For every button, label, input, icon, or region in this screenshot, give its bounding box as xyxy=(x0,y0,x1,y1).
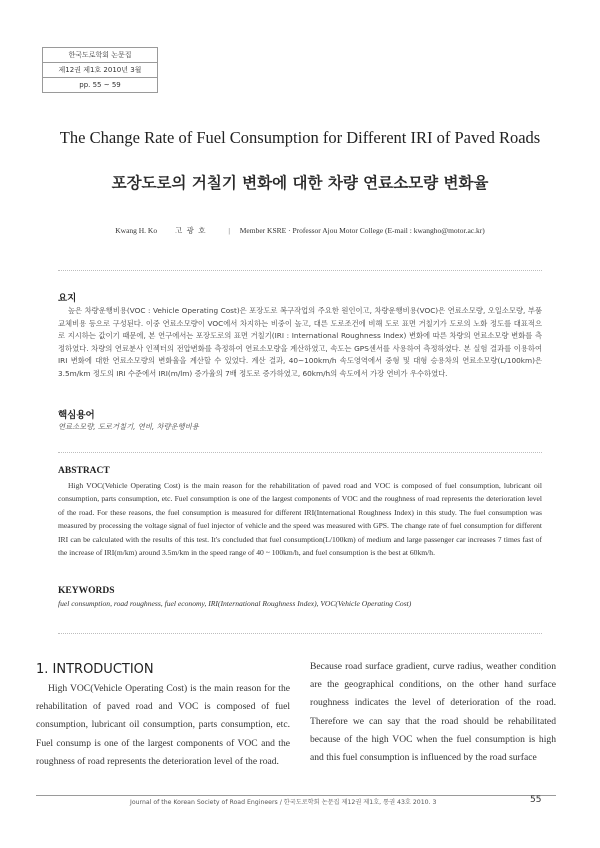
author-affiliation: Member KSRE · Professor Ajou Motor College (E-mail : kwangho@motor.ac.kr) xyxy=(239,226,485,235)
journal-name: 한국도로학회 논문집 xyxy=(43,48,157,63)
divider-bottom xyxy=(58,633,542,634)
page-number: 55 xyxy=(530,795,542,805)
keywords-ko-heading: 핵심용어 xyxy=(58,410,95,421)
abstract-en-heading: ABSTRACT xyxy=(58,466,110,476)
keywords-en-heading: KEYWORDS xyxy=(58,586,115,596)
divider-middle xyxy=(58,452,542,453)
introduction-left-column: High VOC(Vehicle Operating Cost) is the main reason for the rehabilitation of paved road and VOC is composed of fuel consumption, lubricant oil consumption, parts consumption, etc. Fuel consump is one of the largest components of VOC and the roughness of road represents the deterioration level of the road. xyxy=(36,683,290,767)
abstract-ko-heading: 요지 xyxy=(58,293,77,304)
journal-volume: 제12권 제1호 2010년 3월 xyxy=(43,63,157,78)
abstract-en-body: High VOC(Vehicle Operating Cost) is the main reason for the rehabilitation of paved road and VOC is composed of fuel consumption, lubricant oil consumption, parts consumption, etc. Fuel consumption is one of the largest components of VOC and the roughness of road represents the deterioration level of the road. For these reasons, the fuel consumption is measured for different IRI(International Roughness Index) in this study. The fuel consumption was measured by processing the voltage signal of fuel injector of vehicle and the speed was measured with GPS. The change rate of fuel consumption for different IRI can be calculated with the results of this test. It's concluded that fuel consumption(L/100km) of medium and large passenger car increases 7 times fast of the increase of IRI(m/km) around 3.5m/km in the speed range of 40 ~ 100km/h, and fuel consumption is the best at 60km/h. xyxy=(58,481,542,558)
author-name-korean: 고 광 호 xyxy=(174,226,207,235)
divider-top xyxy=(58,270,542,271)
journal-info-box xyxy=(42,47,158,93)
author-name-english: Kwang H. Ko xyxy=(115,226,158,235)
introduction-right-column: Because road surface gradient, curve radius, weather condition are the geographical conditions, on the other hand surface roughness indicates the level of deterioration of the road. Therefore we can say that the road should be rehabilitated because of the high VOC when the fuel consumption is high and this fuel consumption is influenced by the road surface xyxy=(310,661,556,764)
abstract-ko-body: 높은 차량운행비용(VOC : Vehicle Operating Cost)은 포장도로 복구작업의 주요한 원인이고, 차량운행비용(VOC)은 연료소모량, 오일소모량, 부품교체비용 등으로 구성된다. 이중 연료소모량이 VOC에서 차지하는 비중이 높고, 대른 도로조건에 비해 도로 표면 거칠기가 도로의 노화 정도를 대표적으로 지시하는 값이기 때문에, 본 연구에서는 포장도로의 표면 거칠기(IRI : International Roughness Index) 변화에 따른 차량의 연료소모량 변화를 측정하였다. 차량의 연료분사 인젝터의 전압변화를 측정하여 연료소모량을 계산하였고, 속도는 GPS센서를 사용하여 측정하였다. 본 실험 결과를 이용하여 IRI 변화에 대한 연료소모량의 변화율을 계산할 수 있었다. 계산 결과, 40~100km/h 속도영역에서 중형 및 대형 승용차의 연료소모량(L/100km)은 3.5m/km 정도의 IRI 수준에서 IRI(m/lm) 증가율의 7배 정도로 증가하였고, 60km/h의 속도에서 가장 연비가 우수하였다. xyxy=(58,306,542,378)
paper-title-english: The Change Rate of Fuel Consumption for Different IRI of Paved Roads xyxy=(59,128,541,147)
paper-title-korean: 포장도로의 거칠기 변화에 대한 차량 연료소모량 변화율 xyxy=(111,174,489,192)
author-separator: | xyxy=(228,226,230,235)
introduction-heading: 1. INTRODUCTION xyxy=(36,662,154,677)
footer-citation: Journal of the Korean Society of Road Engineers / 한국도로학회 논문집 제12권 제1호, 통권 43호 2010. 3 xyxy=(130,799,437,806)
footer-rule xyxy=(36,795,556,796)
journal-pages: pp. 55 ~ 59 xyxy=(79,81,121,89)
keywords-en-text: fuel consumption, road roughness, fuel economy, IRI(International Roughness Index), VOC(Vehicle Operating Cost) xyxy=(58,599,412,608)
author-line xyxy=(0,225,600,236)
keywords-ko-text: 연료소모량, 도로거칠기, 연비, 차량운행비용 xyxy=(58,422,199,431)
